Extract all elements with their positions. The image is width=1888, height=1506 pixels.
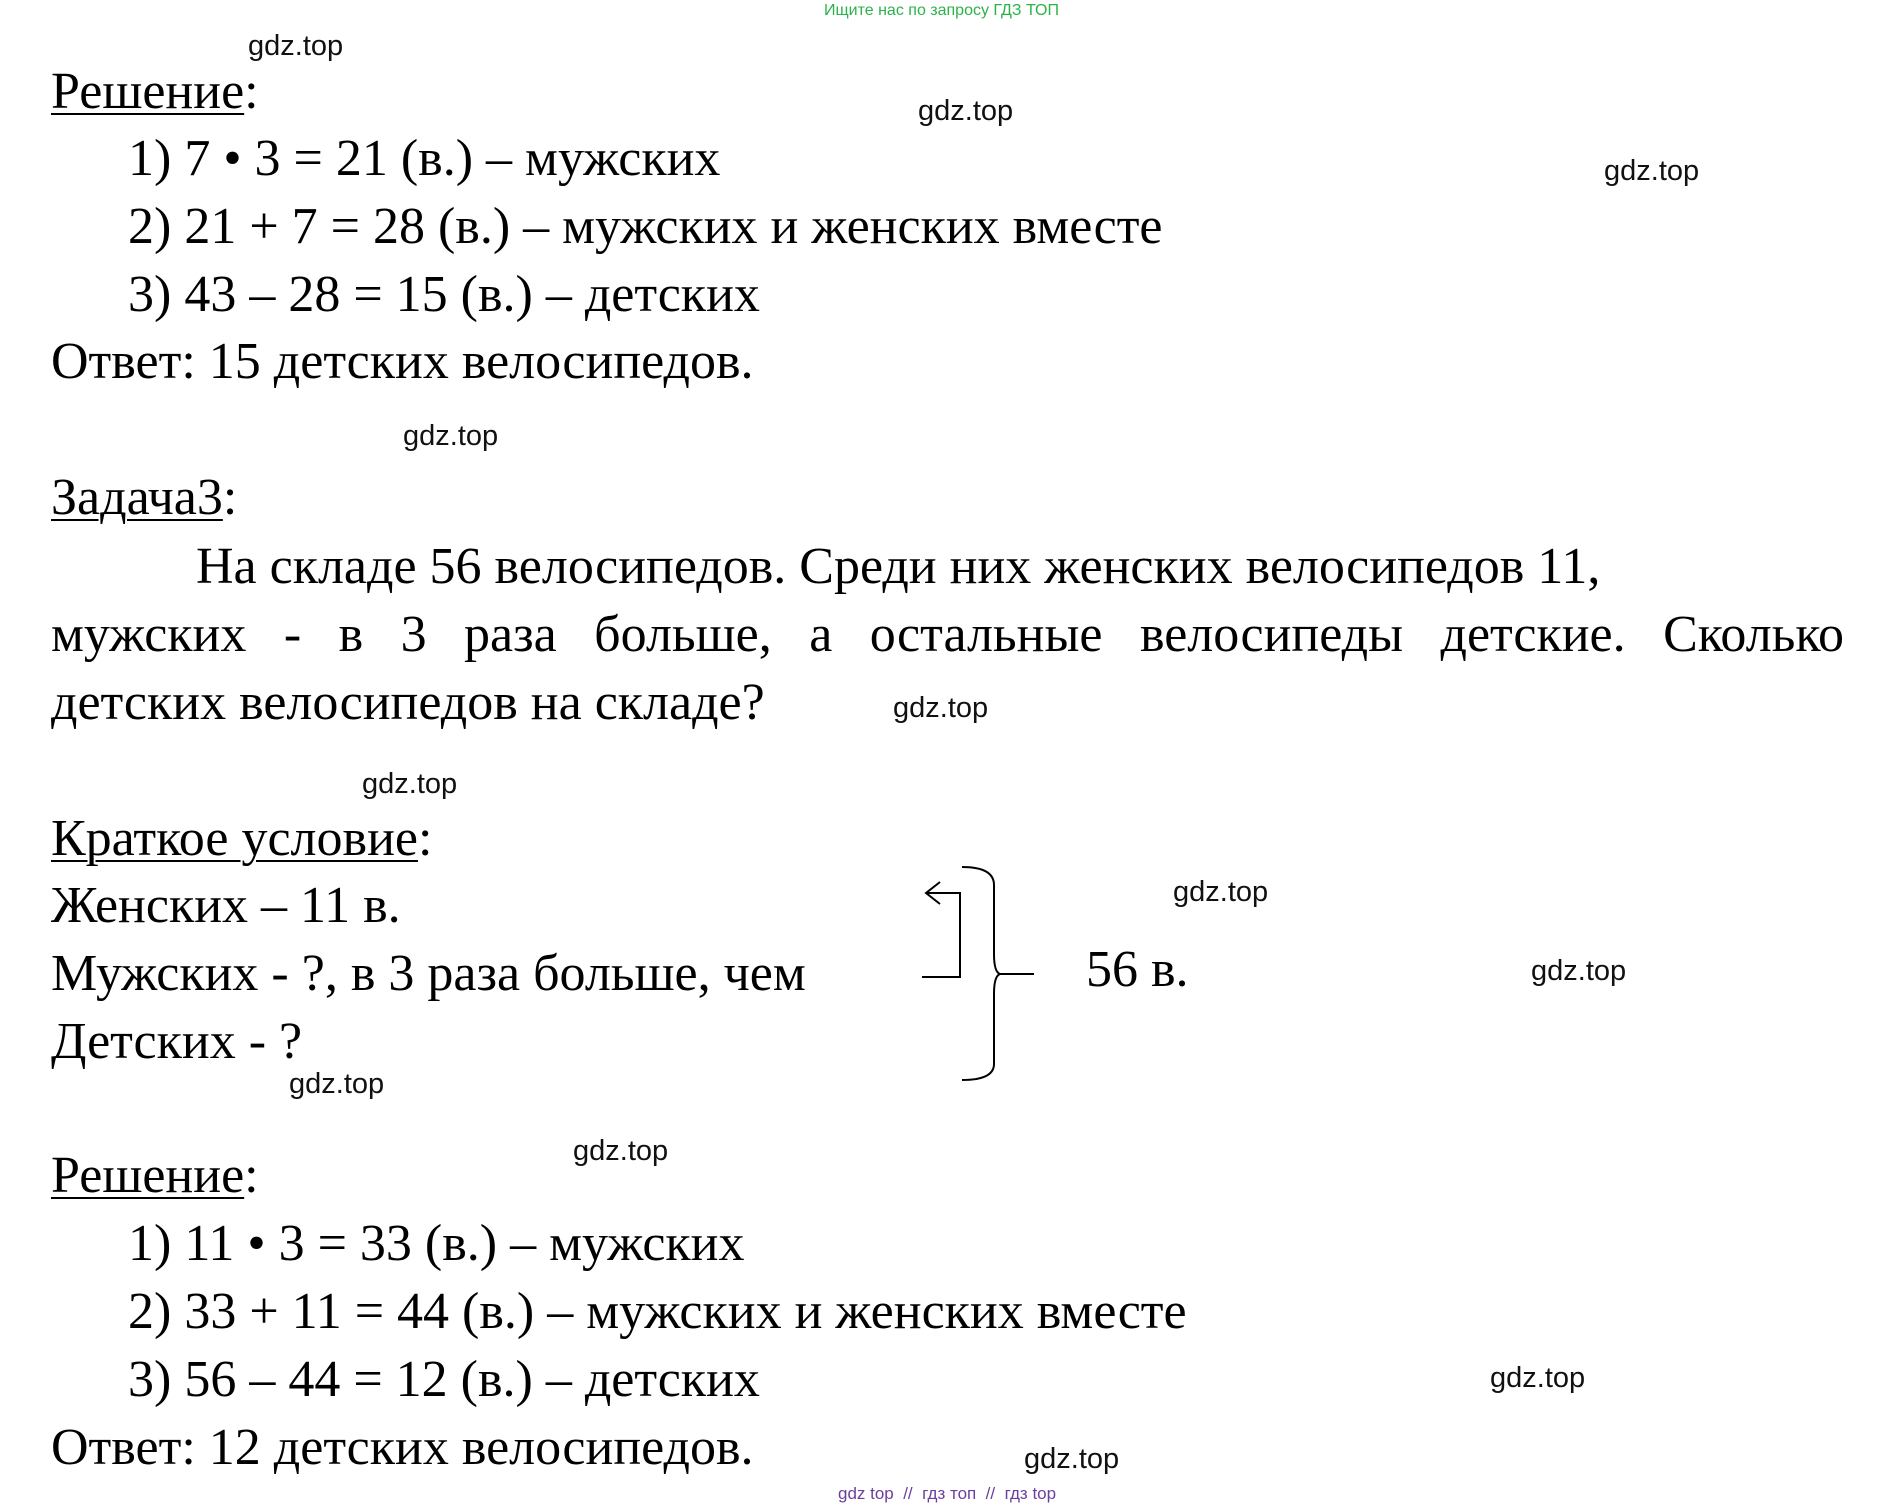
condition-line: Мужских - ?, в 3 раза больше, чем (51, 945, 806, 1002)
watermark: gdz.top (1173, 876, 1269, 908)
answer-line: Ответ: 12 детских велосипедов. (51, 1419, 754, 1476)
watermark: gdz.top (1531, 955, 1627, 987)
top-banner: Ищите нас по запросу ГДЗ ТОП (824, 2, 1059, 19)
colon: : (244, 1147, 259, 1204)
solution-step: 3) 56 – 44 = 12 (в.) – детских (128, 1351, 760, 1408)
short-condition-heading-text: Краткое условие (51, 810, 418, 867)
bottom-banner: gdz top // гдз топ // гдз top (838, 1484, 1057, 1503)
watermark: gdz.top (1024, 1443, 1120, 1475)
task-text-line: На складе 56 велосипедов. Среди них женских велосипедов 11, (196, 538, 1601, 595)
solution-step: 3) 43 – 28 = 15 (в.) – детских (128, 266, 760, 323)
watermark: gdz.top (289, 1068, 385, 1100)
colon: : (222, 469, 238, 526)
watermark: gdz.top (362, 768, 458, 800)
solution-step: 2) 33 + 11 = 44 (в.) – мужских и женских вместе (128, 1283, 1187, 1340)
condition-line: Женских – 11 в. (51, 877, 401, 934)
solution-heading-text: Решение (51, 63, 245, 120)
watermark: gdz.top (248, 30, 344, 62)
solution-heading-text: Решение (51, 1147, 245, 1204)
comparison-arrow (922, 893, 960, 977)
watermark: gdz.top (573, 1135, 669, 1167)
task-heading-text: Задача3 (51, 469, 223, 526)
solution-step: 1) 7 • 3 = 21 (в.) – мужских (128, 130, 721, 187)
colon: : (244, 63, 259, 120)
total-value: 56 в. (1086, 941, 1189, 998)
task-text-line: детских велосипедов на складе? (51, 674, 765, 731)
solution-heading (51, 1147, 259, 1204)
solution-step: 1) 11 • 3 = 33 (в.) – мужских (128, 1215, 745, 1272)
task-text-line: мужских - в 3 раза больше, а остальные велосипеды детские. Сколько (51, 606, 1844, 663)
watermark: gdz.top (918, 95, 1014, 127)
watermark: gdz.top (1604, 155, 1700, 187)
solution-step: 2) 21 + 7 = 28 (в.) – мужских и женских вместе (128, 198, 1163, 255)
colon: : (417, 810, 433, 867)
answer-line: Ответ: 15 детских велосипедов. (51, 333, 754, 390)
watermark: gdz.top (1490, 1362, 1586, 1394)
watermark: gdz.top (403, 420, 499, 452)
watermark: gdz.top (893, 692, 989, 724)
condition-line: Детских - ? (51, 1013, 303, 1070)
curly-brace (962, 867, 1034, 1080)
